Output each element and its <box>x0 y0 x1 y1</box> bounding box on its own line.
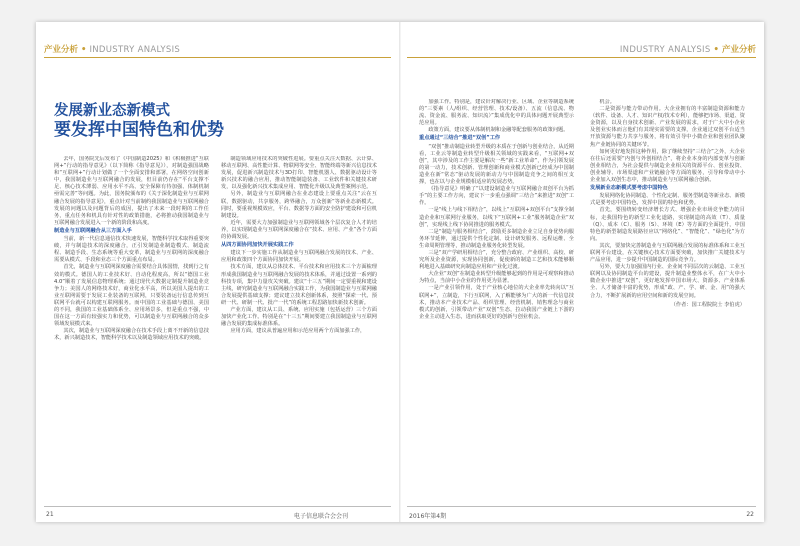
paragraph: 机会。 <box>599 99 615 105</box>
paragraph: 首先，制造业与互联网深度融合需要结合具体国情，找到行之有效的模式。德国人的工业技术好、自动化程度高，所以“德国工业4.0”顺着了发展信息物理系统；通过现代大数据定制提升制造业竞争力；美国人的网络技术好，商业化水平高，所以美国人提出的工业互联网需要于发展工业装备的互联网，只要装备运行信息传到互联网平台就可以构建互联网服务。而中国的工业基础与德国、美国的不同，我国的工业基础体系全、应用场景多，但是重点不强，中国在这一方面有较强实力和优势，可以制造业与互联网融合的众多领域发展模式来。 <box>54 264 209 328</box>
paragraph: 首先，要围绕转变经济增长方式、增强企业市场竞争能力的目标，走我国特色的新型工业化道路，实现制造的高效（T）、质量（Q）、成本（C）、服务（S）、环境（E）等方面的全面提升，中国特色的新型制造发展路径应以“网络化”、“智能化”、“绿色化”为方向。 <box>590 207 745 242</box>
paragraph: 政策方面，建议要从体制机制和金融等配套服务的政策问题。 <box>428 127 569 134</box>
text-column-3 <box>419 99 574 499</box>
section-heading: 制造业与互联网融合从三方面入手 <box>54 227 132 234</box>
title-line-2: 要发挥中国特色和优势 <box>54 119 224 140</box>
paragraph: 去年，国务院先后发布了《中国制造2025》和《积极推进“互联网+”行动的指导意见》（以下简称《指导意见》），对制造强国战略和“互联网+”行动计划做了一个全面安排和部署，在网络空间创新中，我国制造业与互联网融合的发展，但目前仍存在“平台支撑不足、核心技术薄弱、应用水平不高、安全保障有待加强、体制机制亟需完善”等问题。为此，国务院颁布的《关于深化制造业与互联网融合发展的指导意见》，重点针对当前制约我国制造业与互联网融合发展的问题以及问题背后的成因，提出了未来一段时期的工作任务，重点任务和机具有针对性的政策措施，必将推动我国制造业与互联网融合发展进入一个新的阶段和高度。 <box>54 156 209 226</box>
header-dot-icon: • <box>713 45 719 55</box>
page-number-right: 22 <box>746 511 754 518</box>
paragraph: 产业方面，建议从工具、系统、应用实施（包括运营）三个方面加快产业化工作。特别是在“十三五”期间要建立我国制造业与互联网融合发展的集成标准体系。 <box>221 306 377 328</box>
text-column-4 <box>590 99 745 499</box>
paragraph: 加强工作。特别是，建议针对解决行业、区域、企业等制造系统的“三要素（人/组织、经营管理、技术/设备）、五流（信息流、物流、资金流、服务流、知识流）”集成优化中的具体问题开展典型示范应用。 <box>419 99 574 127</box>
paragraph: 技术方面，建议从总体技术、平台技术和应用技术三个方面梳理形成我国制造业与互联网融合发展的技术体系，并通过设置一系列的科技专项，集中力量攻关突破。建议“十三五”期间一定要重视和建设主线，研究制造业与互联网融合实践工作，为我国制造业与互联网融合发展提供基础支撑；建议建立技术创新体系，按照“探索一代、预研一代、研制一代、批产一代”的系统工程思路加快新技术创新。 <box>221 264 377 306</box>
paragraph: 近年，需要大力加强制造业与互联网领域各个层次复合人才的培养，以实现制造业与互联网深度融合在“技术、应用、产业”各个方面的协调发展。 <box>221 219 377 241</box>
header-dot-icon: • <box>81 45 87 55</box>
paragraph: 其次，制造业与互联网深度融合在技术手段上离不开新的信息技术，新兴制造技术，智能科学技术以及制造领域应用技术的突破。 <box>54 328 209 342</box>
section-heading: 从四方面协同加快开展实践工作 <box>221 242 294 249</box>
paragraph: 二是“制造与服务相结合”，鼓励更多制造企业立足自身优势向服务环节延伸，通过提供个性化定制、设计研发服务、远程运维、全生命周期管理等，推动制造业服务化转型发展。 <box>419 228 574 249</box>
header-left <box>44 43 180 55</box>
section-heading: 发展新业态新模式要考虑中国特色 <box>590 185 668 192</box>
title-line-1: 发展新业态新模式 <box>54 103 170 119</box>
author-byline: （作者：国工程院院士 李伯虎） <box>670 301 745 308</box>
text-column-1 <box>54 156 209 498</box>
journal-name: 电子信息联合会会刊 <box>294 513 349 520</box>
paragraph: 建议下一步实施工作从制造业与互联网融合发展的技术、产业、应用和政策四个方面协同加快开展。 <box>221 250 377 264</box>
paragraph: 大企业“双创”在制造业转型升级能够起到的作用是可观察和推动为特点，当前中小企业的作用更为显著。 <box>419 271 574 285</box>
header-rule-left <box>44 57 391 58</box>
paragraph: 如何更好地发挥这种作用，除了继续坚持“三结合”之外，大企业在往后还需要“内创与外创相结合”，将企业本身的内部变革与创新创业相结合，为社会提供与制造企业相关的资源平台、创业投资、创业辅导、市场渠道和产业链融合等方面的服务，引导和带动中小企业加入双创生态中，推动制造业与互联网融合创新。 <box>590 148 745 184</box>
paragraph: 应用方面，建议从普遍应用和示范应用两个方面加强工作， <box>230 328 366 335</box>
paragraph: 当前，新一代信息通信技术快速发展，智能科学技术取得重要突破，并与制造技术的深度融合，正引发制造业制造模式、制造流程、制造手段、生态系统等重大变革，制造业与互联网的深度融合需要从模式、手段和业态三个方面重点布局。 <box>54 236 209 264</box>
section-label-en: INDUSTRY ANALYSIS <box>619 45 711 55</box>
footer-rule-right <box>407 506 756 507</box>
paragraph: 一是“线上与线下相结合”，以线上“互联网+双创平台”支撑全制造企业和互联网行业服务，以线下“互联网+工业”服务制造企业“双创”，实现线上线下协同推进的服务模式。 <box>419 207 574 228</box>
paragraph: 《指导意见》明确了“以建设制造业与互联网融合双创平台为抓手”的主要工作方向，建议下一步重点强调“三结合”来推进“双创”工作。 <box>419 186 574 207</box>
paragraph: 二是资源与能力带动作用。大企业拥有的丰富制造资源和能力（软件、设备、人才、知识产权/技术专利），能够把市场、渠道、资金资源，以及自身技术创新、产业发展的需求，对于广大中小企业及创业实体而言他们有其现实需要的支撑，企业通过双创平台适当开放资源与能力共享与服务，将有效引导中小微企业和创业团队聚焦产业链协同的关键环节。 <box>590 106 745 148</box>
paragraph: 制造领域应用技术的突破性进展。要重点关注大数据、云计算、移动互联网、高性能计算、物联网等安全、智能终端等新兴信息技术发展，促进新兴制造技术与3D打印、智能机器人、数据驱动设计等新兴技术的融合应用，推动智能制造装备、工业软件和关键技术研发，以及强化新兴技术集成应用、智能化升级以及典型案例示范。 <box>221 156 377 191</box>
paragraph: 三是“双产学研用相结合”，充分整合政府、产业组织、高校、研究所及企业资源，实现协同创新，促使新的制造工艺和技术能够顺利地进入基础研究向制造应用和产业化过渡。 <box>419 249 574 271</box>
section-label-en: INDUSTRY ANALYSIS <box>89 45 181 55</box>
paragraph: 另外，要大力加强国内行业、企业间不同层次的云制造、工业互联网以及协同制造平台的建设，提升制造业整体水平，在广大中小微企业中推进“双创”，更好地发挥中国市场大、资源多、产业体系全、人才储备丰富的优势，形成“政、产、学、研、金、用”的强大合力，不断扩展新的应用空间和新的发展空间。 <box>590 264 745 299</box>
text-column-2 <box>221 156 377 498</box>
page-gutter <box>399 22 401 522</box>
paragraph: “双创”推动制造业转型升级的本质在于创新与创业结合，从近期看，工业云等制造业转型升级相关领域的实践来看，“互联网+双创”，其中涉及的工作主要是解决一些“新工业革命”，作为引领发展的第一动力，技术创新、管理创新和商业模式创新已经成为中国制造业在新“常态”驱动发展的新动力与中国制造竞争之间的相互支撑，也在以与企业规模相适应的发展态势。 <box>419 143 574 186</box>
section-heading: 重点通过“三结合”推进“双创”工作 <box>419 135 501 142</box>
issue-label: 2016年第4期 <box>409 513 447 520</box>
section-label-cn: 产业分析 <box>44 45 79 55</box>
paragraph: 另外，制造业与互联网融合在业态建设上要重点关注“云在互联，数据驱动，共享服务，跨界融合，万众创新”等新业态新模式。同时，要重视规模效应，平台、数据等方面的安全防护建设和可信机制建设。 <box>221 191 377 219</box>
header-rule-right <box>407 57 756 58</box>
article-title <box>54 103 224 140</box>
footer-rule-left <box>44 506 391 507</box>
section-label-cn: 产业分析 <box>721 45 756 55</box>
paragraph: 发展网络化协同制造、个性化定制、服务型制造等新业态、新模式是要考虑中国特色，发挥中国的特色和优势。 <box>590 193 745 207</box>
paragraph: 一是产业引领作用，处于产业核心地位的大企业率先转向以“互联网+”，立制造，下行互联网，入了解能够为广大的新一代信息技术，推动本产业技术产品、组织管理、经营机制、销售理念与商业模式的创新，引领带动产业“双创”生态，拉动我国产业链上下游的企业主动进入生态，进而获取更好的创新与创业机会。 <box>419 285 574 320</box>
paragraph: 其次，要加快完善制造业与互联网融合发展的标准体系和工业互联网平台建设，在关键核心技术方面要突破，加快推广关键技术与产品应用，进一步提升中国制造的国际竞争力。 <box>590 242 745 264</box>
header-right <box>620 43 756 55</box>
page-number-left: 21 <box>46 511 54 518</box>
magazine-spread <box>36 22 764 522</box>
